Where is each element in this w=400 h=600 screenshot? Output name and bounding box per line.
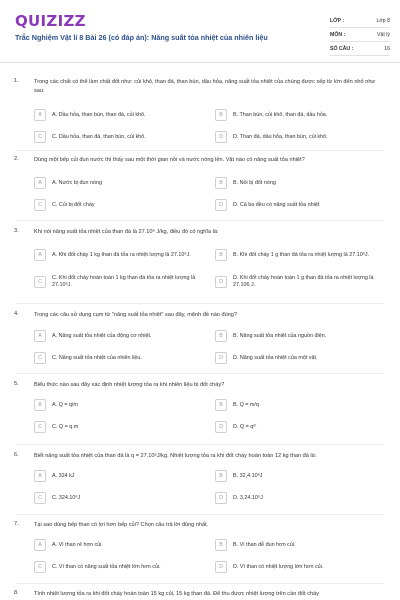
divider [16,303,384,304]
option-a[interactable] [34,397,204,413]
meta-value: Lớp 8 [376,17,390,24]
option-d[interactable] [215,273,385,291]
option-text: C. Dầu hỏa, than đá, than bùn, củi khô. [52,133,146,140]
divider [16,583,384,584]
option-letter: D [215,199,227,211]
option-c[interactable] [34,419,204,435]
meta-value: 16 [384,45,390,52]
option-text: A. 324 kJ [52,472,75,479]
option-text: A. Năng suất tỏa nhiệt của động cơ nhiệt. [52,332,152,339]
question-text: Biết năng suất tỏa nhiệt của than đá là q = 27.10⁶J/kg. Nhiệt lượng tỏa ra khi đốt cháy hoàn toàn 12 kg than đá là: [34,453,317,459]
option-text: D. 3,24.10⁵J [233,494,263,501]
option-text: A. Q = q/m [52,401,78,408]
divider [16,220,384,221]
question-number: 7. [14,521,19,527]
page-title: Trắc Nghiệm Vật lí 8 Bài 26 (có đáp án): Năng suất tỏa nhiệt của nhiên liệu [15,33,268,42]
option-letter: C [34,421,46,433]
question-text: Dùng một bếp củi đun nước thì thấy sau một thời gian nồi và nước nóng lên. Vật nào có năng suất tỏa nhiệt? [34,157,305,163]
option-text: A. Dầu hỏa, than bùn, than đá, củi khô. [52,111,146,118]
option-letter: D [215,492,227,504]
option-text: B. Nồi bị đốt nóng [233,179,276,186]
option-c[interactable] [34,490,204,506]
option-a[interactable] [34,537,204,553]
option-d[interactable] [215,419,385,435]
question-text: Trong các câu sử dụng cụm từ "năng suất tỏa nhiệt" sau đây, mệnh đề nào đúng? [34,312,238,318]
question-number: 4. [14,311,19,317]
option-d[interactable] [215,490,385,506]
option-letter: D [215,421,227,433]
option-text: C. Vì than có năng suất tỏa nhiệt lớn hơn củi. [52,563,161,570]
option-text: C. Khi đốt cháy hoàn toàn 1 kg than đá tỏa ra nhiệt lượng là 27.10⁶J. [52,275,196,288]
option-letter: C [34,561,46,573]
option-d[interactable] [215,197,385,213]
option-c[interactable] [34,273,204,291]
option-text: B. 32,4.10⁶J [233,472,263,479]
option-text: D. Than đá, dầu hỏa, than bùn, củi khô. [233,133,328,140]
page-header [0,0,400,63]
option-text: A. Nước bị đun nóng [52,179,102,186]
option-d[interactable] [215,350,385,366]
option-text: B. Than bùn, củi khô, than đá, dầu hỏa. [233,111,328,118]
question-text: Biểu thức nào sau đây xác định nhiệt lượng tỏa ra khi nhiên liệu bị đốt cháy? [34,382,225,388]
option-letter: A [34,470,46,482]
meta-key: LỚP : [330,17,345,24]
option-letter: B [215,177,227,189]
quiz-meta [330,14,390,56]
option-letter: B [215,249,227,261]
meta-question-count [330,42,390,56]
option-text: B. Q = m/q [233,401,259,408]
option-letter: C [34,199,46,211]
option-b[interactable] [215,175,385,191]
option-letter: C [34,131,46,143]
option-a[interactable] [34,468,204,484]
option-a[interactable] [34,175,204,191]
meta-subject [330,28,390,42]
option-text: A. Vì than rẻ hơn củi. [52,541,103,548]
question-text: Khi nói năng suất tỏa nhiệt của than đá là 27.10⁶ J/kg, điều đó có nghĩa là: [34,229,219,235]
option-text: C. Q = q.m [52,423,79,430]
option-letter: C [34,352,46,364]
option-b[interactable] [215,397,385,413]
question-text: Tại sao dùng bếp than có lợi hơn bếp củi? Chọn câu trả lời đúng nhất. [34,522,209,528]
option-c[interactable] [34,559,204,575]
option-text: C. 324.10⁶J [52,494,81,501]
question-text: Trong các chất có thể làm chất đốt như: củi khô, than đá, than bùn, dầu hỏa, năng suất tỏa nhiệt của chúng được xếp từ lớn đến nhỏ như sau: [34,79,376,94]
meta-key: SỐ CÂU : [330,45,354,52]
divider [16,150,384,151]
divider [16,444,384,445]
option-text: D. Khi đốt cháy hoàn toàn 1 g than đá tỏa ra nhiệt lượng là 27.106 J. [233,275,374,288]
option-b[interactable] [215,328,385,344]
option-letter: A [34,330,46,342]
option-text: B. Khi đốt cháy 1 g than đá tỏa ra nhiệt lượng là 27.10⁶J. [233,251,370,258]
option-text: D. Q = qᵐ [233,423,257,430]
option-text: C. Củi bị đốt cháy [52,201,95,208]
divider [16,373,384,374]
option-text: D. Vì than có nhiệt lượng lớn hơn củi. [233,563,324,570]
quizizz-logo: QUIZIZZ [15,12,86,30]
meta-value: Vật lý [377,31,390,38]
option-text: B. Năng suất tỏa nhiệt của nguồn điện. [233,332,327,339]
option-b[interactable] [215,468,385,484]
question-number: 8. [14,590,19,596]
question-number: 2. [14,156,19,162]
option-d[interactable] [215,129,385,145]
option-b[interactable] [215,107,385,123]
option-b[interactable] [215,246,385,264]
option-a[interactable] [34,107,204,123]
question-number: 6. [14,452,19,458]
option-c[interactable] [34,350,204,366]
option-letter: C [34,276,46,288]
option-a[interactable] [34,328,204,344]
option-letter: B [215,470,227,482]
option-c[interactable] [34,197,204,213]
question-number: 5. [14,381,19,387]
option-text: A. Khi đốt cháy 1 kg than đá tỏa ra nhiệt lượng là 27.10⁶J. [52,251,191,258]
question-text: Tính nhiệt lượng tỏa ra khi đốt cháy hoàn toàn 15 kg củi, 15 kg than đá. Để thu được nhiệt lượng trên cần đốt cháy [34,591,320,597]
option-letter: A [34,177,46,189]
option-letter: B [215,330,227,342]
option-letter: A [34,109,46,121]
option-letter: D [215,352,227,364]
meta-key: MÔN : [330,31,346,38]
option-text: D. Cả ba đều có năng suất tỏa nhiệt [233,201,320,208]
option-letter: D [215,131,227,143]
option-letter: A [34,249,46,261]
option-c[interactable] [34,129,204,145]
option-text: D. Năng suất tỏa nhiệt của một vật. [233,354,318,361]
question-number: 3. [14,228,19,234]
option-letter: D [215,561,227,573]
option-letter: B [215,539,227,551]
option-letter: D [215,276,227,288]
option-letter: B [215,109,227,121]
divider [16,514,384,515]
option-letter: A [34,539,46,551]
option-letter: A [34,399,46,411]
option-letter: C [34,492,46,504]
option-letter: B [215,399,227,411]
meta-class [330,14,390,28]
option-a[interactable] [34,246,204,264]
option-d[interactable] [215,559,385,575]
option-text: C. Năng suất tỏa nhiệt của nhiên liệu. [52,354,142,361]
option-b[interactable] [215,537,385,553]
option-text: B. Vì than dễ đun hơn củi. [233,541,296,548]
question-number: 1. [14,78,19,84]
